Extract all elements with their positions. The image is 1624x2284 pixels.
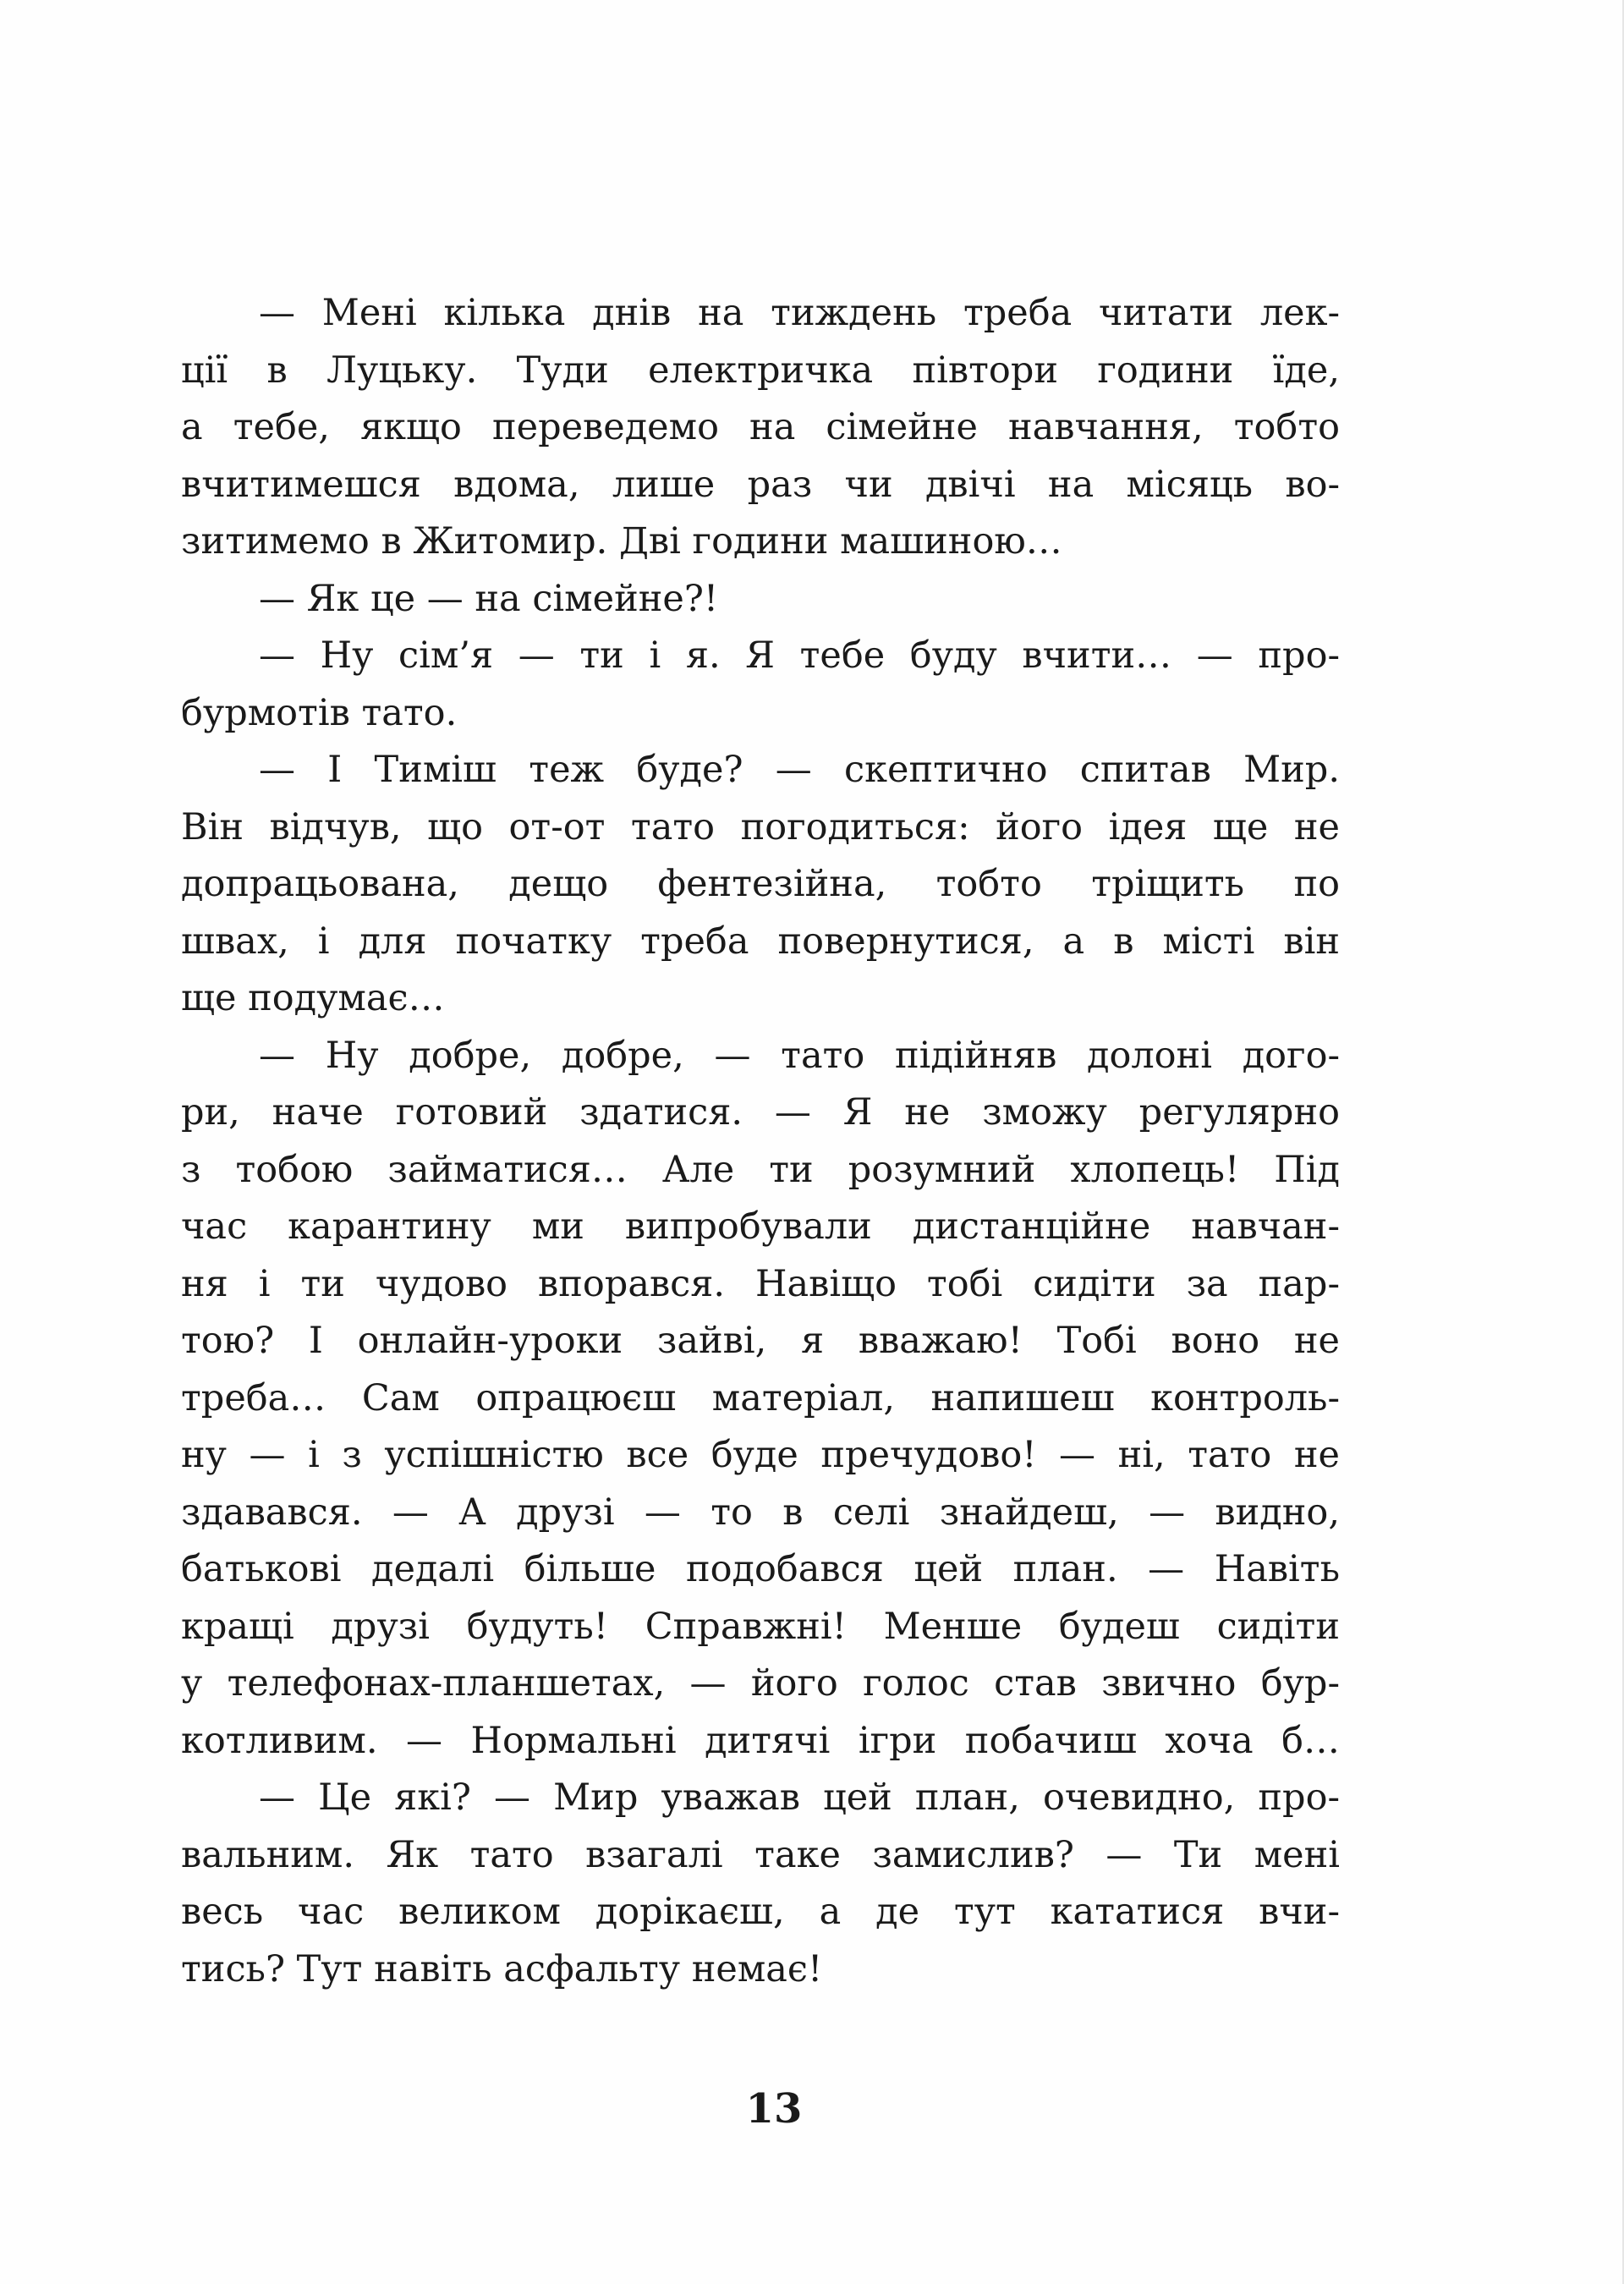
text-line: допрацьована, дещо фентезійна, тобто тріщить по — [181, 863, 1340, 905]
text-line: — Мені кілька днів на тиждень треба читати лек- — [259, 292, 1340, 334]
text-line: ну — і з успішністю все буде пречудово! — ні, тато не — [181, 1434, 1340, 1476]
text-line: вальним. Як тато взагалі таке замислив? — Ти мені — [181, 1833, 1340, 1876]
text-line: у телефонах-планшетах, — його голос став звично бур- — [181, 1662, 1340, 1705]
text-line: ня і ти чудово впорався. Навіщо тобі сидіти за пар- — [181, 1262, 1340, 1305]
text-line: ції в Луцьку. Туди електричка півтори години їде, — [181, 349, 1340, 392]
text-line: здавався. — А друзі — то в селі знайдеш, — видно, — [181, 1491, 1340, 1534]
text-line: ри, наче готовий здатися. — Я не зможу регулярно — [181, 1091, 1340, 1134]
text-line: час карантину ми випробували дистанційне навчан- — [181, 1205, 1340, 1248]
text-line: — Ну добре, добре, — тато підійняв долоні дого- — [259, 1034, 1340, 1077]
text-line: — І Тиміш теж буде? — скептично спитав Мир. — [259, 749, 1340, 791]
text-line: зитимемо в Житомир. Дві години машиною… — [181, 520, 1062, 563]
text-line: а тебе, якщо переведемо на сімейне навчання, тобто — [181, 406, 1340, 448]
text-line: — Як це — на сімейне?! — [259, 577, 719, 620]
text-line: — Це які? — Мир уважав цей план, очевидно, про- — [259, 1776, 1340, 1819]
text-line: котливим. — Нормальні дитячі ігри побачиш хоча б… — [181, 1719, 1340, 1762]
page-number: 13 — [745, 2085, 803, 2133]
text-line: ще подумає… — [181, 977, 445, 1019]
text-line: вчитимешся вдома, лише раз чи двічі на місяць во- — [181, 463, 1340, 506]
text-line: тись? Тут навіть асфальту немає! — [181, 1947, 823, 1990]
text-line: з тобою займатися… Але ти розумний хлопець! Під — [181, 1148, 1340, 1191]
text-line: Він відчув, що от-от тато погодиться: його ідея ще не — [181, 805, 1340, 848]
body-text — [181, 285, 1340, 1998]
text-line: треба… Сам опрацюєш матеріал, напишеш контроль- — [181, 1376, 1340, 1419]
text-line: кращі друзі будуть! Справжні! Менше будеш сидіти — [181, 1605, 1340, 1648]
text-line: бурмотів тато. — [181, 691, 458, 734]
text-line: весь час великом дорікаєш, а де тут кататися вчи- — [181, 1891, 1340, 1933]
text-line: швах, і для початку треба повернутися, а в місті він — [181, 920, 1340, 963]
text-line: — Ну сім’я — ти і я. Я тебе буду вчити… — про- — [259, 634, 1340, 677]
text-line: батькові дедалі більше подобався цей план. — Навіть — [181, 1548, 1340, 1590]
text-line: тою? І онлайн-уроки зайві, я вважаю! Тобі воно не — [181, 1320, 1340, 1362]
